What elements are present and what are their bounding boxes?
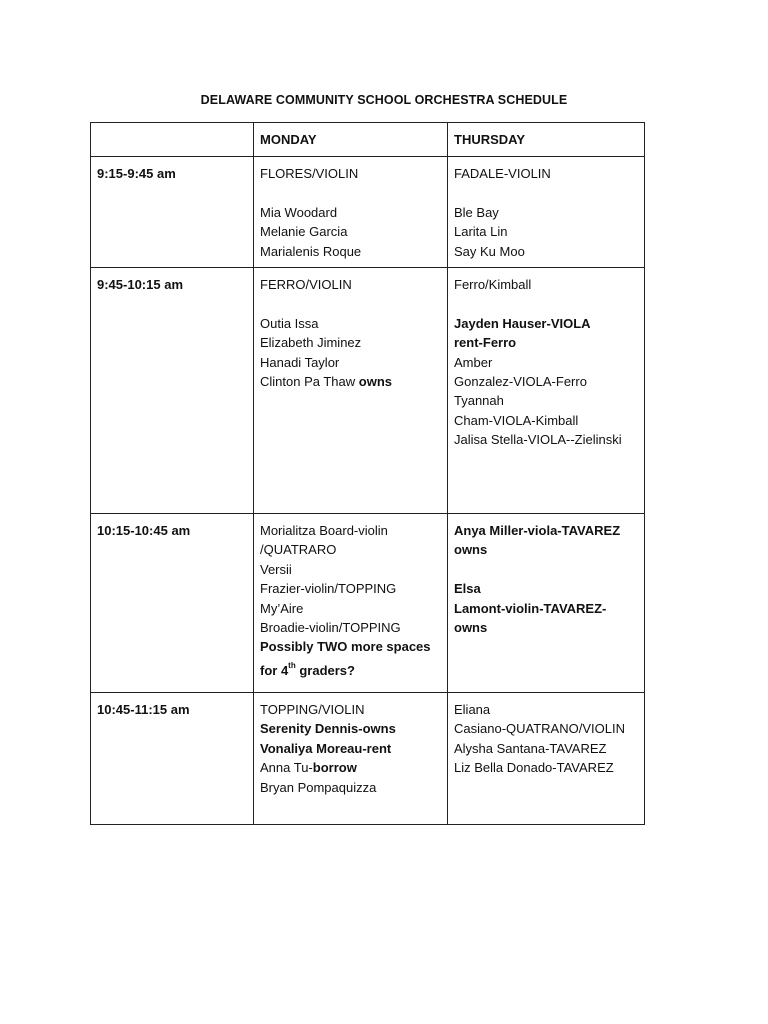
student-name: Gonzalez-VIOLA-Ferro bbox=[454, 374, 587, 390]
student-name: Versii bbox=[260, 561, 292, 577]
student-name: Larita Lin bbox=[454, 224, 508, 240]
teacher-label: TOPPING/VIOLIN bbox=[260, 702, 365, 718]
teacher-label: FADALE-VIOLIN bbox=[454, 166, 551, 181]
student-name-text: Anna Tu- bbox=[260, 760, 313, 776]
note-superscript: th bbox=[288, 660, 296, 670]
monday-cell bbox=[254, 693, 448, 825]
table-row bbox=[91, 514, 645, 693]
thursday-cell bbox=[448, 514, 645, 693]
teacher-label: FLORES/VIOLIN bbox=[260, 166, 359, 181]
time-slot: 9:15-9:45 am bbox=[91, 157, 254, 268]
student-name: Casiano-QUATRANO/VIOLIN bbox=[454, 721, 625, 737]
student-name-text: Clinton Pa Thaw bbox=[260, 374, 359, 390]
ownership-status: owns bbox=[454, 620, 488, 636]
header-blank-cell bbox=[91, 123, 254, 157]
time-slot: 10:45-11:15 am bbox=[91, 693, 254, 825]
student-name: Jalisa Stella-VIOLA--Zielinski bbox=[454, 432, 622, 448]
student-name bbox=[260, 372, 441, 391]
teacher-label: FERRO/VIOLIN bbox=[260, 277, 352, 293]
student-name: Bryan Pompaquizza bbox=[260, 779, 377, 795]
student-name: Tyannah bbox=[454, 393, 504, 409]
monday-cell bbox=[254, 514, 448, 693]
monday-cell bbox=[254, 268, 448, 514]
student-name: Liz Bella Donado-TAVAREZ bbox=[454, 760, 614, 776]
time-slot: 9:45-10:15 am bbox=[91, 268, 254, 514]
note-text: for 4 bbox=[260, 662, 289, 678]
document-title: DELAWARE COMMUNITY SCHOOL ORCHESTRA SCHEDULE bbox=[200, 93, 568, 107]
student-name: Vonaliya Moreau-rent bbox=[260, 740, 392, 756]
thursday-cell bbox=[448, 693, 645, 825]
student-name: Serenity Dennis-owns bbox=[260, 721, 396, 737]
note-text: graders? bbox=[295, 662, 355, 678]
ownership-status: owns bbox=[454, 542, 488, 558]
ownership-status: owns bbox=[358, 374, 392, 390]
student-name: Cham-VIOLA-Kimball bbox=[454, 412, 579, 428]
table-row bbox=[91, 157, 645, 268]
note: Possibly TWO more spaces bbox=[260, 639, 431, 655]
student-name: Anya Miller-viola-TAVAREZ bbox=[454, 523, 621, 539]
student-name: Elizabeth Jiminez bbox=[260, 335, 362, 351]
student-name: My’Aire bbox=[260, 600, 304, 616]
time-slot: 10:15-10:45 am bbox=[91, 514, 254, 693]
student-name: Lamont-violin-TAVAREZ- bbox=[454, 600, 607, 616]
student-name: /QUATRARO bbox=[260, 542, 337, 558]
schedule-table bbox=[90, 122, 645, 825]
thursday-cell bbox=[448, 268, 645, 514]
student-name: Melanie Garcia bbox=[260, 224, 348, 240]
note bbox=[260, 661, 441, 680]
ownership-status: borrow bbox=[312, 760, 357, 776]
student-name: Marialenis Roque bbox=[260, 243, 362, 259]
student-name: Broadie-violin/TOPPING bbox=[260, 620, 401, 636]
student-name: Hanadi Taylor bbox=[260, 354, 340, 370]
student-name: Elsa bbox=[454, 581, 481, 597]
student-name: Say Ku Moo bbox=[454, 243, 525, 259]
student-name: rent-Ferro bbox=[454, 335, 517, 351]
student-name: Morialitza Board-violin bbox=[260, 523, 388, 539]
student-name: Outia Issa bbox=[260, 315, 319, 331]
table-row bbox=[91, 693, 645, 825]
student-name: Alysha Santana-TAVAREZ bbox=[454, 740, 607, 756]
student-name bbox=[260, 758, 441, 777]
header-monday: MONDAY bbox=[254, 123, 448, 157]
header-row bbox=[91, 123, 645, 157]
student-name: Frazier-violin/TOPPING bbox=[260, 581, 397, 597]
table-row bbox=[91, 268, 645, 514]
monday-cell bbox=[254, 157, 448, 268]
teacher-label: Ferro/Kimball bbox=[454, 277, 532, 293]
header-thursday: THURSDAY bbox=[448, 123, 645, 157]
student-name: Mia Woodard bbox=[260, 204, 338, 220]
student-name: Ble Bay bbox=[454, 204, 499, 220]
thursday-cell bbox=[448, 157, 645, 268]
student-name: Eliana bbox=[454, 702, 491, 718]
student-name: Amber bbox=[454, 354, 493, 370]
student-name: Jayden Hauser-VIOLA bbox=[454, 315, 591, 331]
